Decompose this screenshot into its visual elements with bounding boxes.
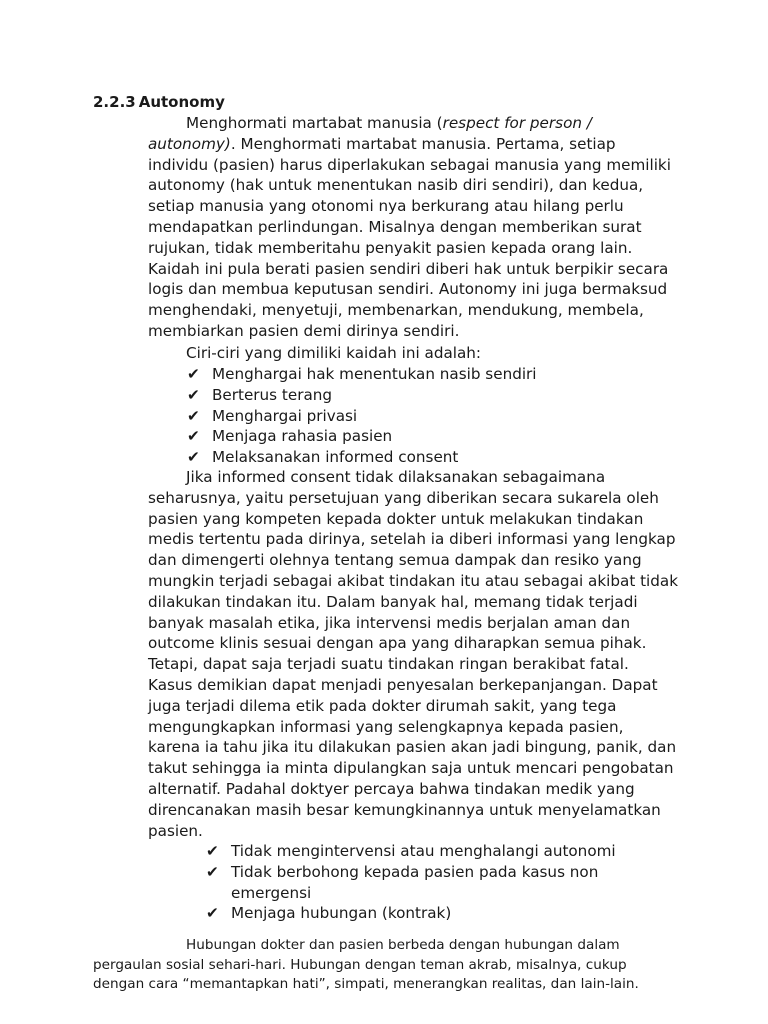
list-item-text: Berterus terang — [212, 385, 333, 404]
section-title: Autonomy — [138, 93, 225, 111]
check-icon: ✔ — [187, 406, 200, 425]
list-item-text: Menjaga hubungan (kontrak) — [231, 904, 452, 923]
list-item — [206, 841, 626, 862]
list-item-text: Menjaga rahasia pasien — [212, 427, 393, 446]
check-icon: ✔ — [206, 904, 219, 923]
list-item — [206, 903, 626, 924]
paragraph-text: . Menghormati martabat manusia. Pertama, setiap individu (pasien) harus diperlakukan sebagai manusia yang memiliki autonomy (hak untuk menentukan nasib diri sendiri), dan kedua, setiap manusia yang otonomi nya berkurang atau hilang perlu mendapatkan perlindungan. Misalnya dengan memberikan surat rujukan, tidak memberitahu penyakit pasien kepada orang lain. Kaidah ini pula berati pasien sendiri diberi hak untuk berpikir secara logis dan membua keputusan sendiri. Autonomy ini juga bermaksud menghendaki, menyetuji, membenarkan, mendukung, membela, membiarkan pasien demi dirinya sendiri. — [148, 134, 671, 340]
list-item-text: Menghargai hak menentukan nasib sendiri — [212, 365, 537, 383]
paragraph-text: Menghormati martabat manusia ( — [186, 114, 443, 132]
list-item — [187, 385, 667, 406]
characteristics-list — [187, 364, 667, 468]
list-item — [206, 862, 626, 904]
list-item — [187, 426, 667, 447]
check-icon: ✔ — [206, 842, 219, 860]
italic-term: respect for person / autonomy) — [148, 114, 592, 153]
characteristics-intro: Ciri-ciri yang dimiliki kaidah ini adalah: — [186, 344, 482, 362]
paragraph-doctor-patient-relationship: Hubungan dokter dan pasien berbeda dengan hubungan dalam pergaulan sosial sehari-hari. Hubungan dengan teman akrab, misalnya, cukup dengan cara “memantapkan hati”, simpati, menerangkan realitas, dan lain-lain. — [93, 937, 639, 992]
section-heading — [93, 92, 225, 112]
check-icon: ✔ — [206, 862, 219, 881]
list-item-text: Melaksanakan informed consent — [212, 448, 459, 467]
check-icon: ✔ — [187, 427, 200, 446]
paragraph-informed-consent: Jika informed consent tidak dilaksanakan sebagaimana seharusnya, yaitu persetujuan yang diberikan secara sukarela oleh pasien yang kompeten kepada dokter untuk melakukan tindakan medis tertentu pada dirinya, setelah ia diberi informasi yang lengkap dan dimengerti olehnya tentang semua dampak dan resiko yang mungkin terjadi sebagai akibat tindakan itu atau sebagai akibat tidak dilakukan tindakan itu. Dalam banyak hal, memang tidak terjadi banyak masalah etika, jika intervensi medis berjalan aman dan outcome klinis sesuai dengan apa yang diharapkan semua pihak. Tetapi, dapat saja terjadi suatu tindakan ringan berakibat fatal. Kasus demikian dapat menjadi penyesalan berkepanjangan. Dapat juga terjadi dilema etik pada dokter dirumah sakit, yang tega mengungkapkan informasi yang selengkapnya kepada pasien, karena ia tahu jika itu dilakukan pasien akan jadi bingung, panik, dan takut sehingga ia minta dipulangkan saja untuk mencari pengobatan alternatif. Padahal doktyer percaya bahwa tindakan medik yang direncanakan masih besar kemungkinannya untuk menyelamatkan pasien. — [148, 468, 679, 840]
list-item-text: Menghargai privasi — [212, 406, 358, 425]
check-icon: ✔ — [187, 365, 200, 383]
list-item-text: Tidak berbohong kepada pasien pada kasus non emergensi — [231, 862, 599, 902]
check-icon: ✔ — [187, 385, 200, 404]
list-item — [187, 364, 667, 385]
section-number: 2.2.3 — [93, 93, 136, 111]
paragraph-autonomy-definition — [148, 113, 676, 342]
list-item — [187, 406, 667, 427]
list-item — [187, 447, 667, 468]
principles-list — [206, 841, 626, 924]
check-icon: ✔ — [187, 448, 200, 467]
list-item-text: Tidak mengintervensi atau menghalangi autonomi — [231, 842, 616, 860]
